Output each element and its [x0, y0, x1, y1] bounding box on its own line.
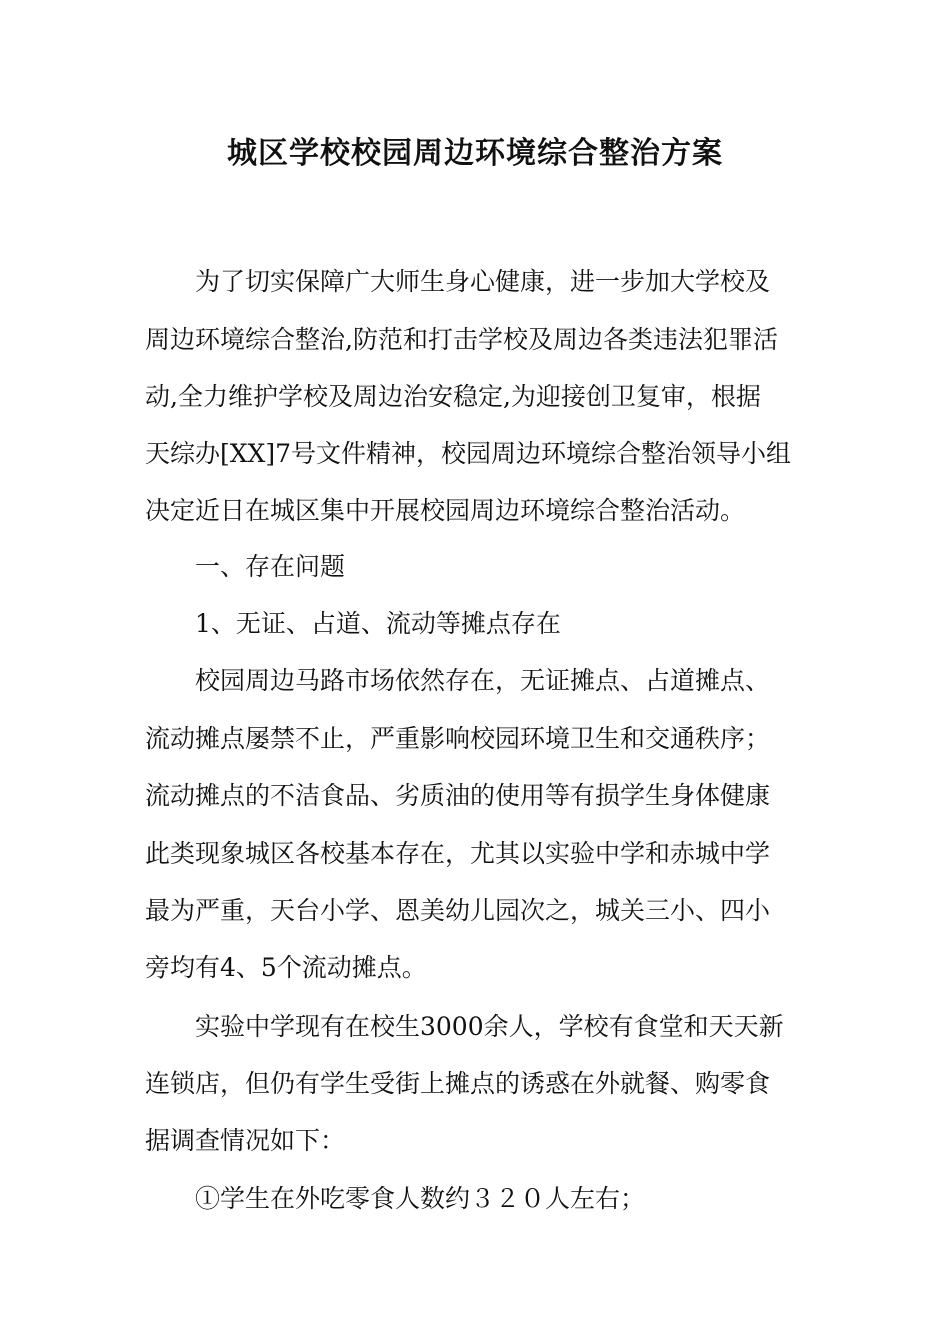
list-item: ①学生在外吃零食人数约３２０人左右； [195, 1184, 646, 1213]
paragraph-line: 流动摊点的不洁食品、劣质油的使用等有损学生身体健康 [145, 781, 771, 810]
document-title: 城区学校校园周边环境综合整治方案 [227, 136, 723, 171]
paragraph-line: 校园周边马路市场依然存在，无证摊点、占道摊点、 [195, 666, 771, 695]
paragraph-line: 此类现象城区各校基本存在，尤其以实验中学和赤城中学 [145, 839, 771, 868]
paragraph-line: 决定近日在城区集中开展校园周边环境综合整治活动。 [145, 496, 746, 525]
section-heading: 一、存在问题 [195, 552, 346, 581]
paragraph-line: 为了切实保障广大师生身心健康，进一步加大学校及 [195, 267, 771, 296]
subsection-heading: 1、无证、占道、流动等摊点存在 [195, 609, 561, 638]
paragraph-line: 流动摊点屡禁不止，严重影响校园环境卫生和交通秩序； [145, 724, 771, 753]
paragraph-line: 实验中学现有在校生3000余人，学校有食堂和天天新 [195, 1012, 784, 1041]
paragraph-line: 天综办[XX]7号文件精神，校园周边环境综合整治领导小组 [145, 439, 792, 468]
paragraph-line: 动,全力维护学校及周边治安稳定,为迎接创卫复审，根据 [145, 382, 761, 411]
paragraph-line: 最为严重，天台小学、恩美幼儿园次之，城关三小、四小 [145, 896, 771, 925]
paragraph-line: 旁均有4、5个流动摊点。 [145, 953, 427, 982]
paragraph-line: 据调查情况如下： [145, 1126, 346, 1155]
paragraph-line: 连锁店，但仍有学生受街上摊点的诱惑在外就餐、购零食 [145, 1069, 771, 1098]
paragraph-line: 周边环境综合整治,防范和打击学校及周边各类违法犯罪活 [145, 325, 778, 354]
